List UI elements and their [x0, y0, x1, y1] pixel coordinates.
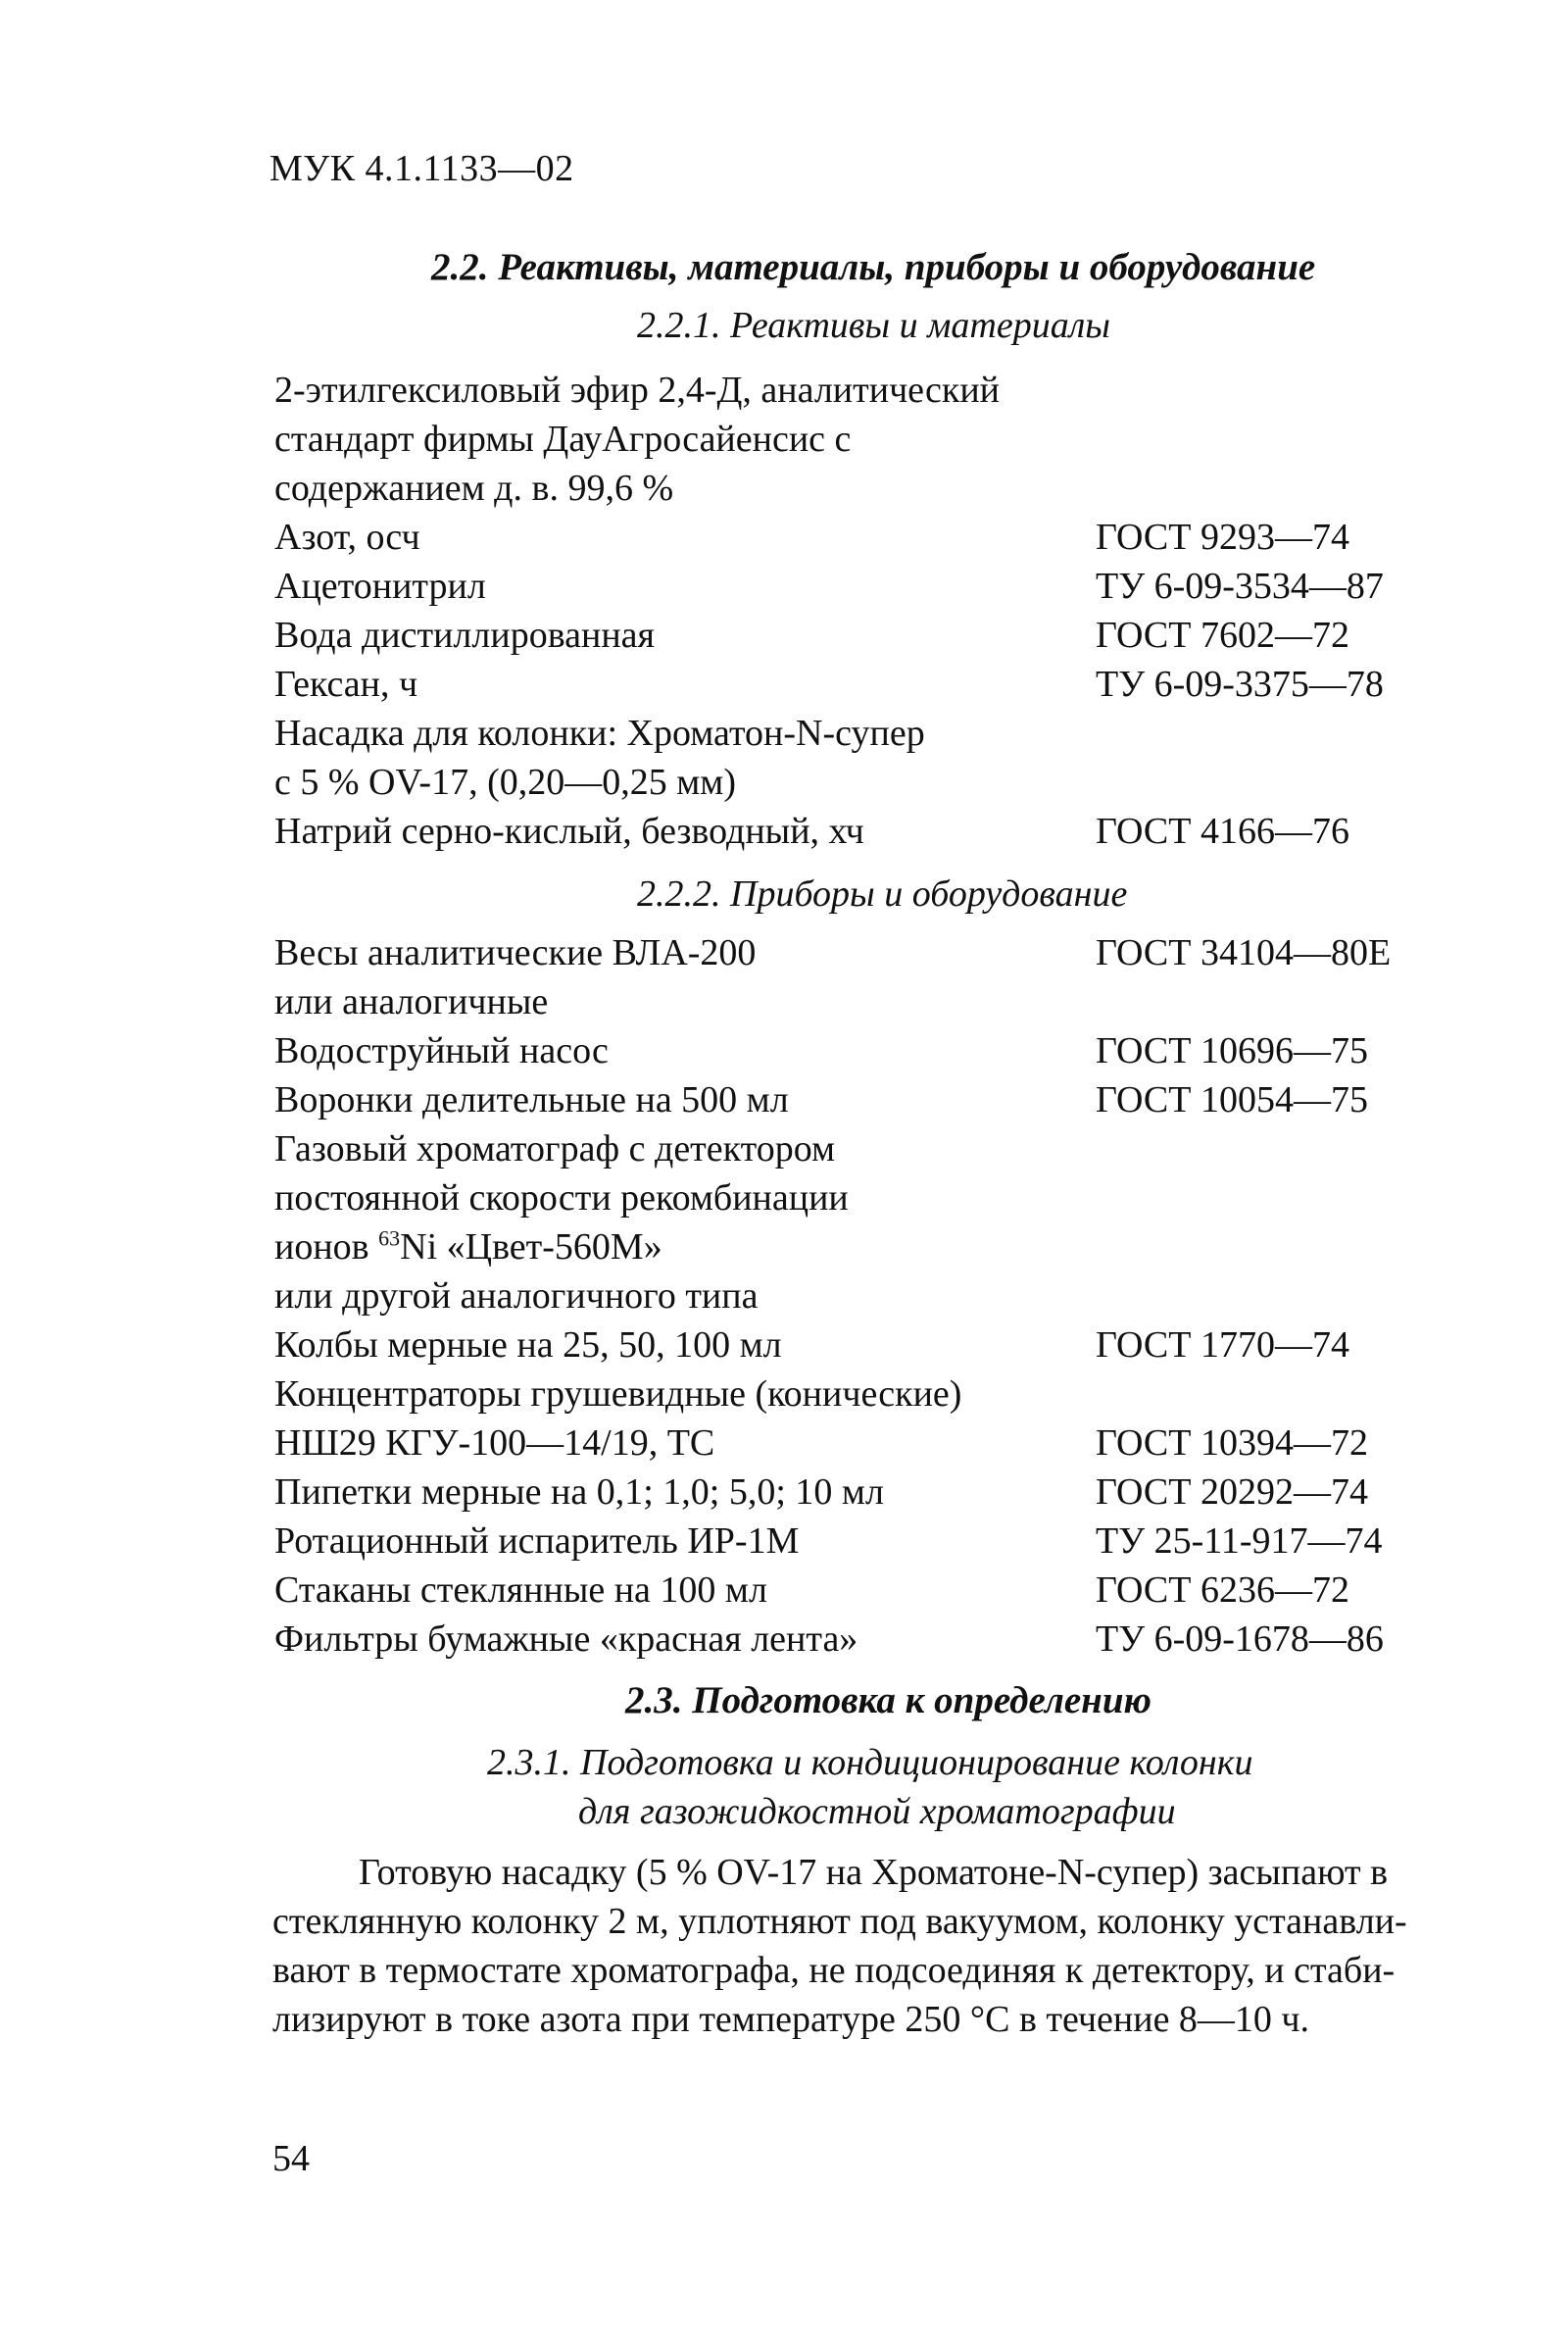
subsection-heading-2-3-1-line1: 2.3.1. Подготовка и кондиционирование колонки: [487, 1742, 1253, 1783]
isotope-mass-number: 63: [378, 1225, 401, 1251]
item-name: [274, 1225, 662, 1269]
item-name: содержанием д. в. 99,6 %: [274, 468, 674, 509]
item-name-prefix: ионов: [274, 1226, 379, 1268]
item-standard: ГОСТ 10054—75: [1096, 1079, 1368, 1120]
item-name: Водоструйный насос: [274, 1030, 609, 1071]
item-standard: ГОСТ 1770—74: [1096, 1324, 1349, 1366]
item-name: Фильтры бумажные «красная лента»: [274, 1618, 858, 1660]
item-name: Ротационный испаритель ИР-1М: [274, 1520, 800, 1562]
item-name-suffix: Ni «Цвет-560М»: [400, 1226, 662, 1268]
item-name: стандарт фирмы ДауАгросайенсис с: [274, 419, 852, 460]
document-code: МУК 4.1.1133—02: [270, 148, 574, 189]
subsection-heading-2-2-2: 2.2.2. Приборы и оборудование: [637, 873, 1128, 915]
item-standard: ГОСТ 4166—76: [1096, 811, 1349, 852]
item-standard: ТУ 6-09-3375—78: [1096, 664, 1384, 705]
page-number: 54: [272, 2138, 310, 2179]
item-name: Газовый хроматограф с детектором: [274, 1128, 836, 1170]
item-standard: ГОСТ 20292—74: [1096, 1471, 1368, 1513]
paragraph-line: Готовую насадку (5 % OV-17 на Хроматоне-N-супер) засыпают в: [359, 1852, 1389, 1893]
item-name: Насадка для колонки: Хроматон-N-супер: [274, 713, 925, 754]
section-heading-2-3: 2.3. Подготовка к определению: [625, 1679, 1152, 1721]
subsection-heading-2-3-1-line2: для газожидкостной хроматографии: [578, 1791, 1176, 1832]
item-standard: ГОСТ 34104—80Е: [1096, 932, 1392, 973]
item-standard: ТУ 6-09-1678—86: [1096, 1618, 1384, 1660]
item-name: или аналогичные: [274, 981, 549, 1022]
item-name: Стаканы стеклянные на 100 мл: [274, 1569, 767, 1611]
paragraph-line: стеклянную колонку 2 м, уплотняют под вакуумом, колонку устанавли-: [272, 1901, 1407, 1942]
item-standard: ГОСТ 7602—72: [1096, 615, 1349, 656]
item-name: постоянной скорости рекомбинации: [274, 1177, 849, 1219]
item-name: Вода дистиллированная: [274, 615, 656, 656]
item-name: Концентраторы грушевидные (конические): [274, 1373, 962, 1415]
item-standard: ТУ 6-09-3534—87: [1096, 566, 1384, 607]
item-name: 2-этилгексиловый эфир 2,4-Д, аналитический: [274, 370, 1000, 411]
item-standard: ГОСТ 9293—74: [1096, 517, 1349, 558]
paragraph-line: лизируют в токе азота при температуре 250 °С в течение 8—10 ч.: [272, 1999, 1310, 2040]
item-name: Ацетонитрил: [274, 566, 486, 607]
item-name: с 5 % OV-17, (0,20—0,25 мм): [274, 762, 736, 803]
item-name: Воронки делительные на 500 мл: [274, 1079, 789, 1120]
item-name: НШ29 КГУ-100—14/19, ТС: [274, 1422, 715, 1464]
item-standard: ТУ 25-11-917—74: [1096, 1520, 1383, 1562]
subsection-heading-2-2-1: 2.2.1. Реактивы и материалы: [637, 305, 1111, 346]
item-name: Колбы мерные на 25, 50, 100 мл: [274, 1324, 782, 1366]
section-heading-2-2: 2.2. Реактивы, материалы, приборы и оборудование: [431, 246, 1316, 288]
item-name: Пипетки мерные на 0,1; 1,0; 5,0; 10 мл: [274, 1471, 884, 1513]
paragraph-line: вают в термостате хроматографа, не подсоединяя к детектору, и стаби-: [272, 1950, 1396, 1991]
item-name: Весы аналитические ВЛА-200: [274, 932, 757, 973]
item-name: Натрий серно-кислый, безводный, хч: [274, 811, 864, 852]
item-name: Азот, осч: [274, 517, 420, 558]
item-standard: ГОСТ 10394—72: [1096, 1422, 1368, 1464]
item-name: или другой аналогичного типа: [274, 1275, 759, 1317]
item-standard: ГОСТ 10696—75: [1096, 1030, 1368, 1071]
item-name: Гексан, ч: [274, 664, 418, 705]
item-standard: ГОСТ 6236—72: [1096, 1569, 1349, 1611]
